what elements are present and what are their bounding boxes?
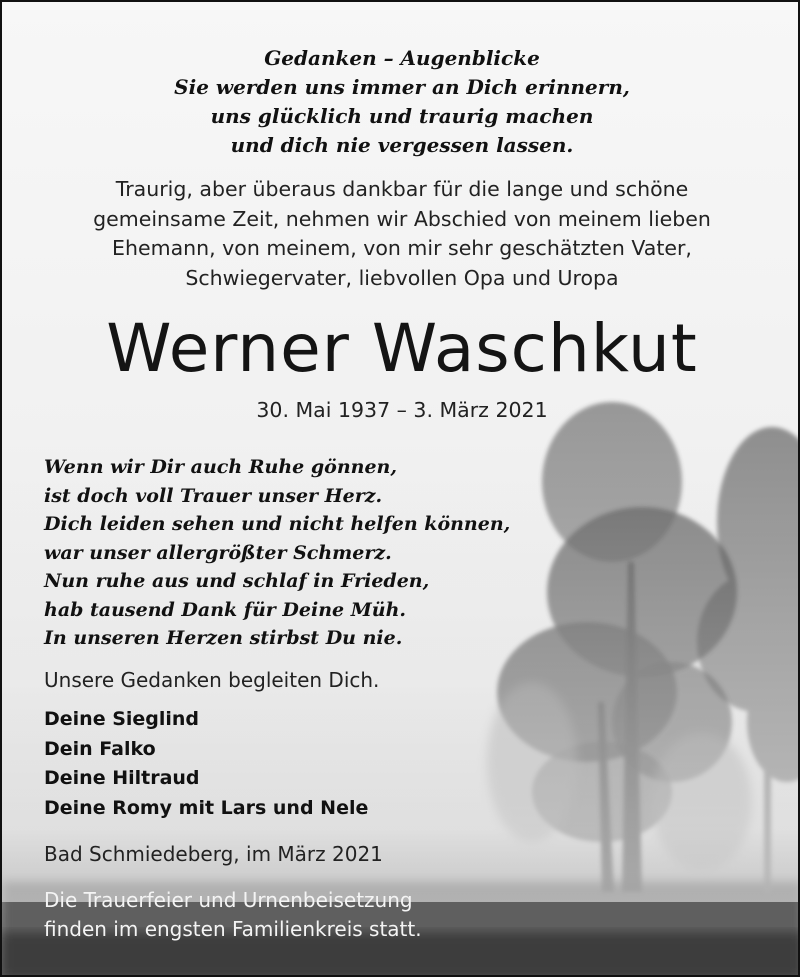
life-dates: 30. Mai 1937 – 3. März 2021	[256, 398, 548, 422]
intro-text	[2, 175, 800, 293]
signer: Deine Romy mit Lars und Nele	[44, 796, 369, 819]
quote-line: und dich nie vergessen lassen.	[230, 133, 574, 157]
opening-quote	[2, 44, 800, 160]
poem-line: ist doch voll Trauer unser Herz.	[44, 484, 383, 507]
intro-line: gemeinsame Zeit, nehmen wir Abschied von meinem lieben	[93, 206, 711, 231]
memorial-poem	[44, 453, 510, 653]
intro-line: Ehemann, von meinem, von mir sehr geschätzten Vater,	[112, 236, 692, 260]
intro-line: Schwiegervater, liebvollen Opa und Uropa	[185, 265, 619, 290]
thoughts-line: Unsere Gedanken begleiten Dich.	[44, 668, 380, 692]
quote-line: uns glücklich und traurig machen	[210, 104, 594, 128]
quote-line: Gedanken – Augenblicke	[264, 46, 540, 70]
quote-line: Sie werden uns immer an Dich erinnern,	[174, 75, 630, 99]
poem-line: Nun ruhe aus und schlaf in Frieden,	[44, 570, 430, 592]
funeral-line: Die Trauerfeier und Urnenbeisetzung	[44, 888, 413, 912]
signers-list	[44, 705, 368, 823]
place-date: Bad Schmiedeberg, im März 2021	[44, 842, 383, 866]
signer: Dein Falko	[44, 737, 156, 760]
deceased-name: Werner Waschkut	[106, 310, 698, 387]
poem-line: war unser allergrößter Schmerz.	[44, 541, 392, 564]
poem-line: In unseren Herzen stirbst Du nie.	[44, 627, 403, 649]
funeral-note	[44, 886, 422, 943]
poem-line: hab tausend Dank für Deine Müh.	[44, 598, 406, 621]
funeral-line: finden im engsten Familienkreis statt.	[44, 916, 422, 941]
intro-line: Traurig, aber überaus dankbar für die lange und schöne	[115, 177, 689, 201]
poem-line: Dich leiden sehen und nicht helfen können,	[44, 513, 511, 535]
poem-line: Wenn wir Dir auch Ruhe gönnen,	[44, 456, 397, 478]
signer: Deine Hiltraud	[44, 767, 200, 789]
signer: Deine Sieglind	[44, 708, 200, 730]
